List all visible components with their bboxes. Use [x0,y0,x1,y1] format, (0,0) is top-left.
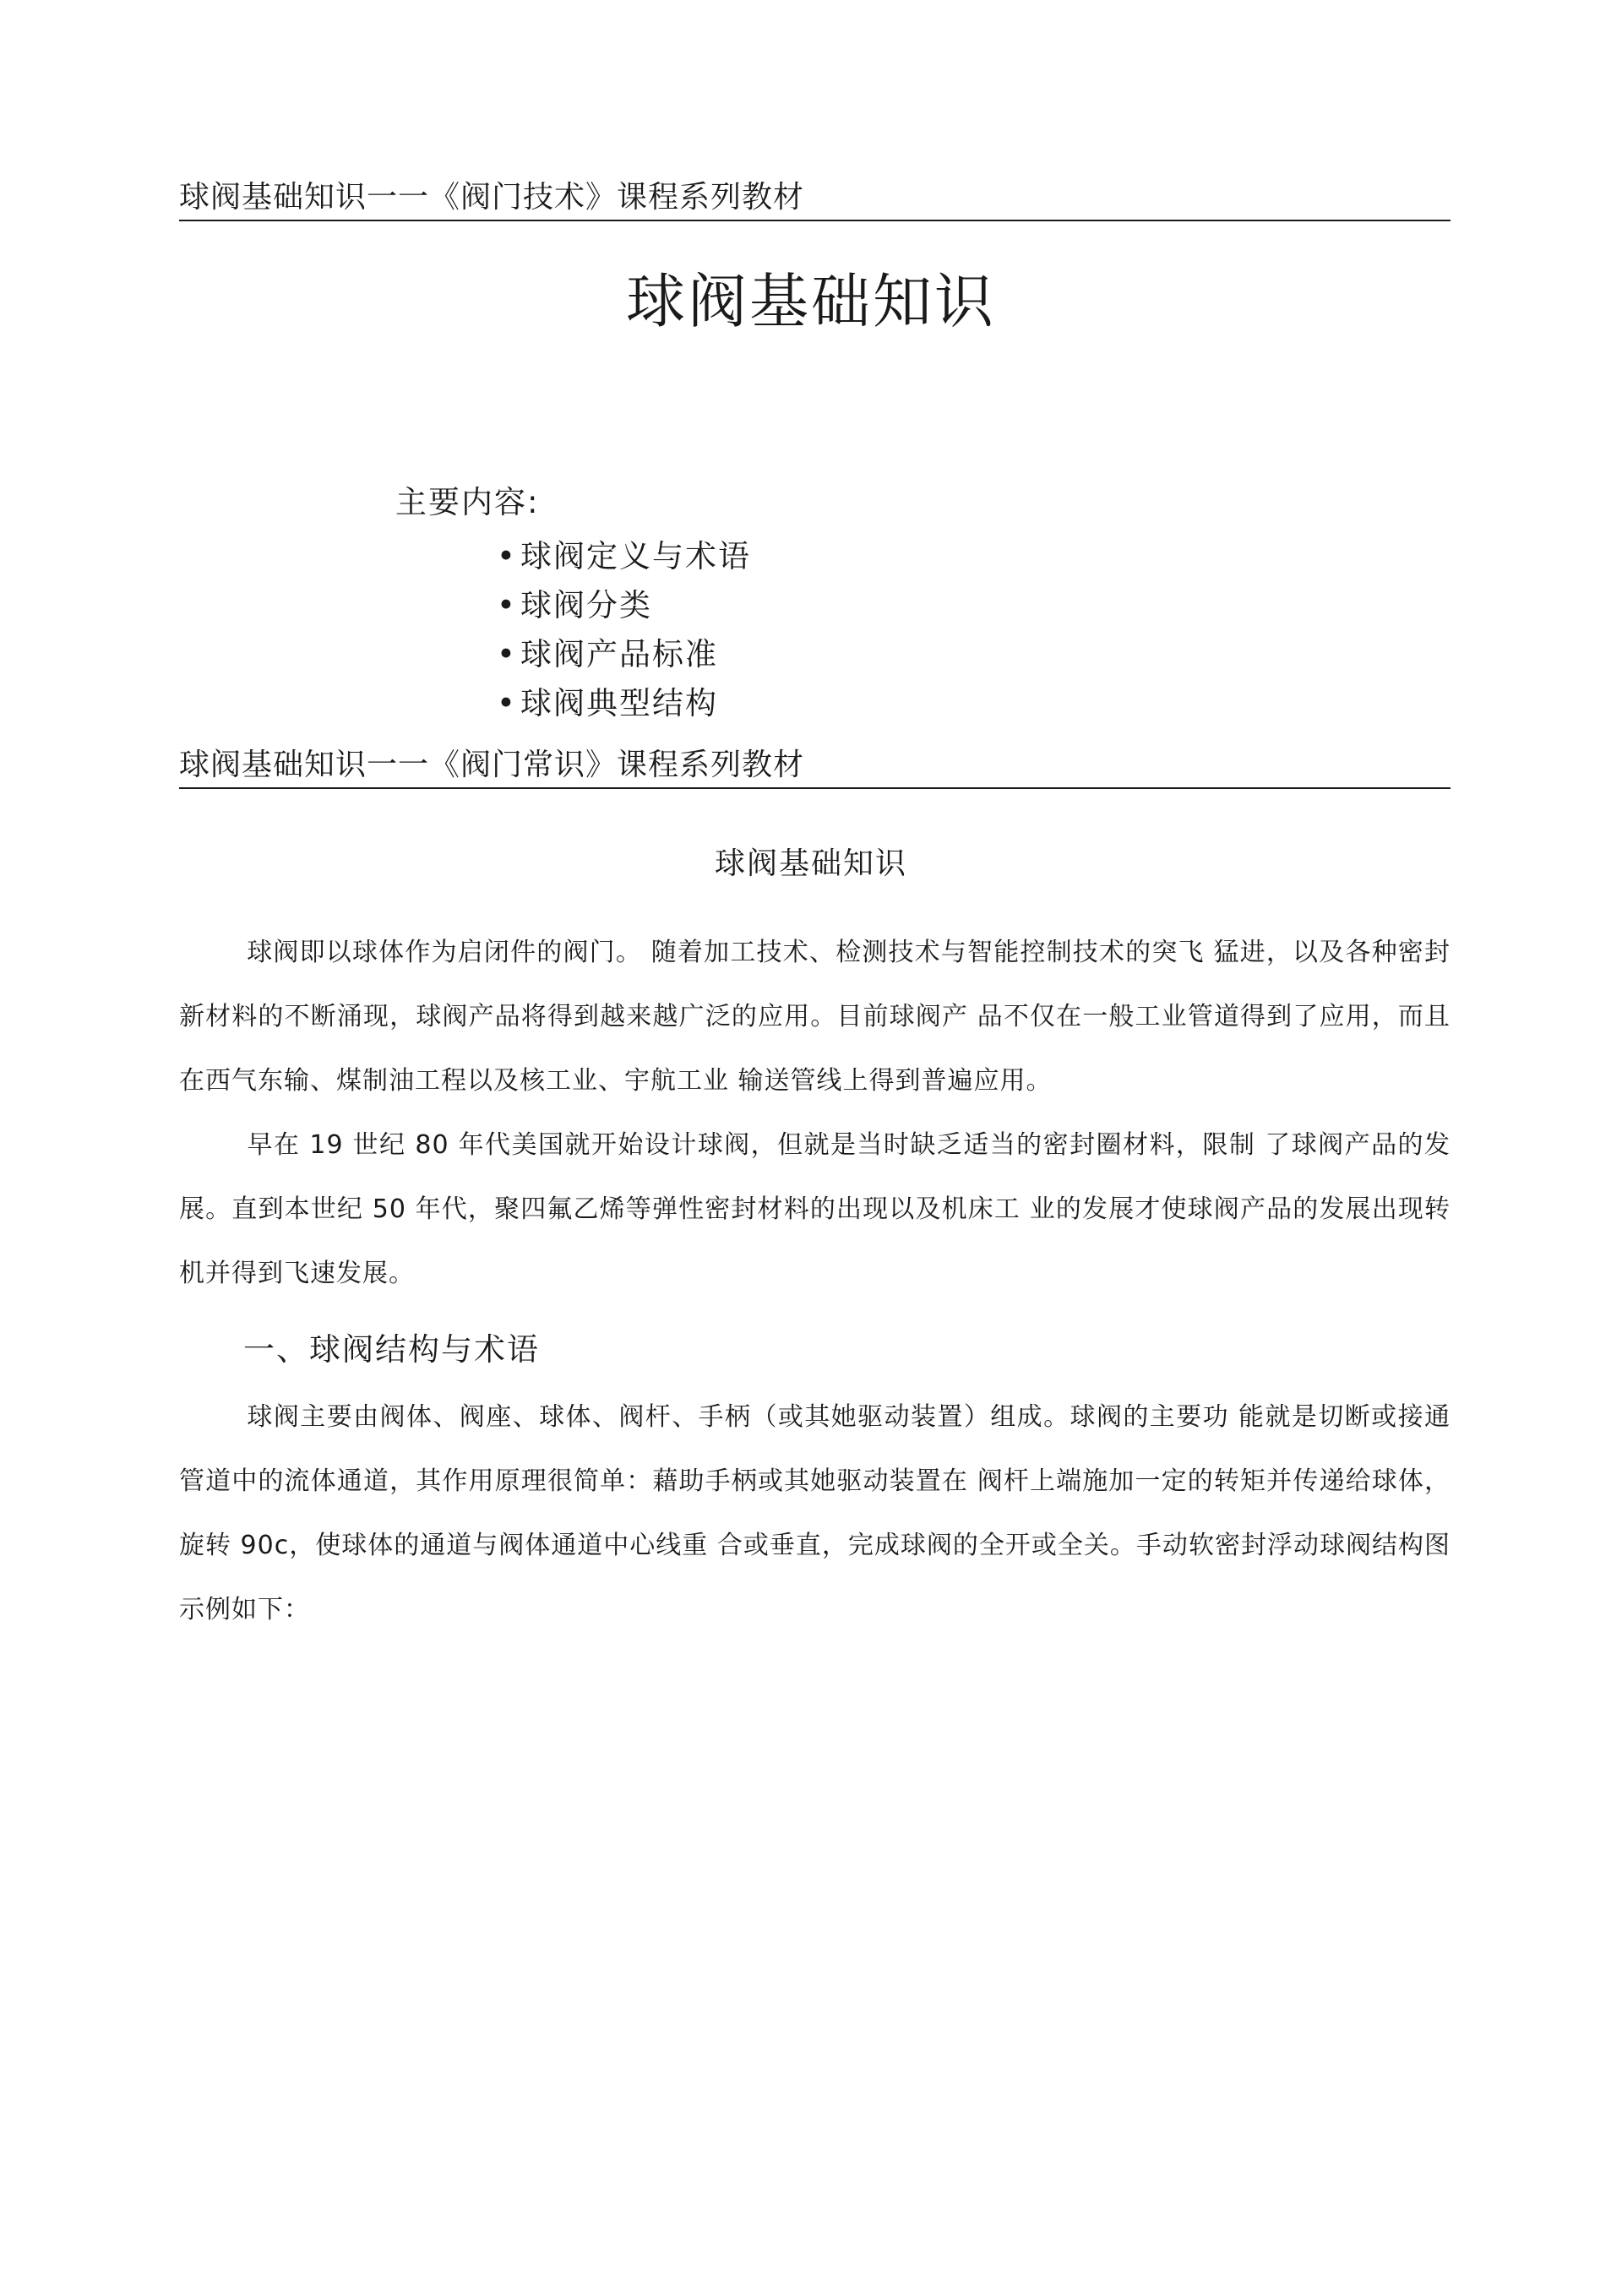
running-header-second: 球阀基础知识一一《阀门常识》课程系列教材 [179,745,1451,789]
toc-item-label: 球阀产品标准 [520,636,718,672]
toc-item-label: 球阀分类 [520,587,652,623]
paragraph-history [179,1113,1451,1306]
toc-item [497,634,751,683]
bullet-icon: • [497,587,517,623]
toc-list [497,536,751,732]
paragraph-structure [179,1385,1451,1642]
paragraph-text: 球阀即以球体作为启闭件的阀门。 随着加工技术、检测技术与智能控制技术的突飞 猛进，以及各种密封新材料的不断涌现，球阀产品将得到越来越广泛的应用。目前球阀产 品不仅在一般工业管道得到了应用，而且在西气东输、煤制油工程以及核工业、宇航工业 输送管线上得到普遍应用。 [179,938,1451,1096]
section-title: 球阀基础知识 [714,846,907,881]
paragraph-intro [179,921,1451,1113]
toc-heading: 主要内容: [395,484,540,520]
toc-item [497,683,751,732]
toc-item-label: 球阀定义与术语 [520,538,751,574]
toc-item [497,585,751,634]
document-title: 球阀基础知识 [626,267,996,336]
bullet-icon: • [497,538,517,574]
running-header: 球阀基础知识一一《阀门技术》课程系列教材 [179,177,1451,221]
bullet-icon: • [497,685,517,721]
heading-structure-terms: 一、球阀结构与术语 [243,1331,540,1368]
toc-item-label: 球阀典型结构 [520,685,718,721]
paragraph-text: 球阀主要由阀体、阀座、球体、阀杆、手柄（或其她驱动装置）组成。球阀的主要功 能就是切断或接通管道中的流体通道，其作用原理很简单：藉助手柄或其她驱动装置在 阀杆上端施加一定的转矩并传递给球体，旋转 90c，使球体的通道与阀体通道中心线重 合或垂直，完成球阀的全开或全关。手动软密封浮动球阀结构图示例如下： [179,1402,1451,1624]
bullet-icon: • [497,636,517,672]
toc-item [497,536,751,585]
paragraph-text: 早在 19 世纪 80 年代美国就开始设计球阀，但就是当时缺乏适当的密封圈材料，限制 了球阀产品的发展。直到本世纪 50 年代，聚四氟乙烯等弹性密封材料的出现以及机床工 业的发展才使球阀产品的发展出现转机并得到飞速发展。 [179,1130,1451,1288]
